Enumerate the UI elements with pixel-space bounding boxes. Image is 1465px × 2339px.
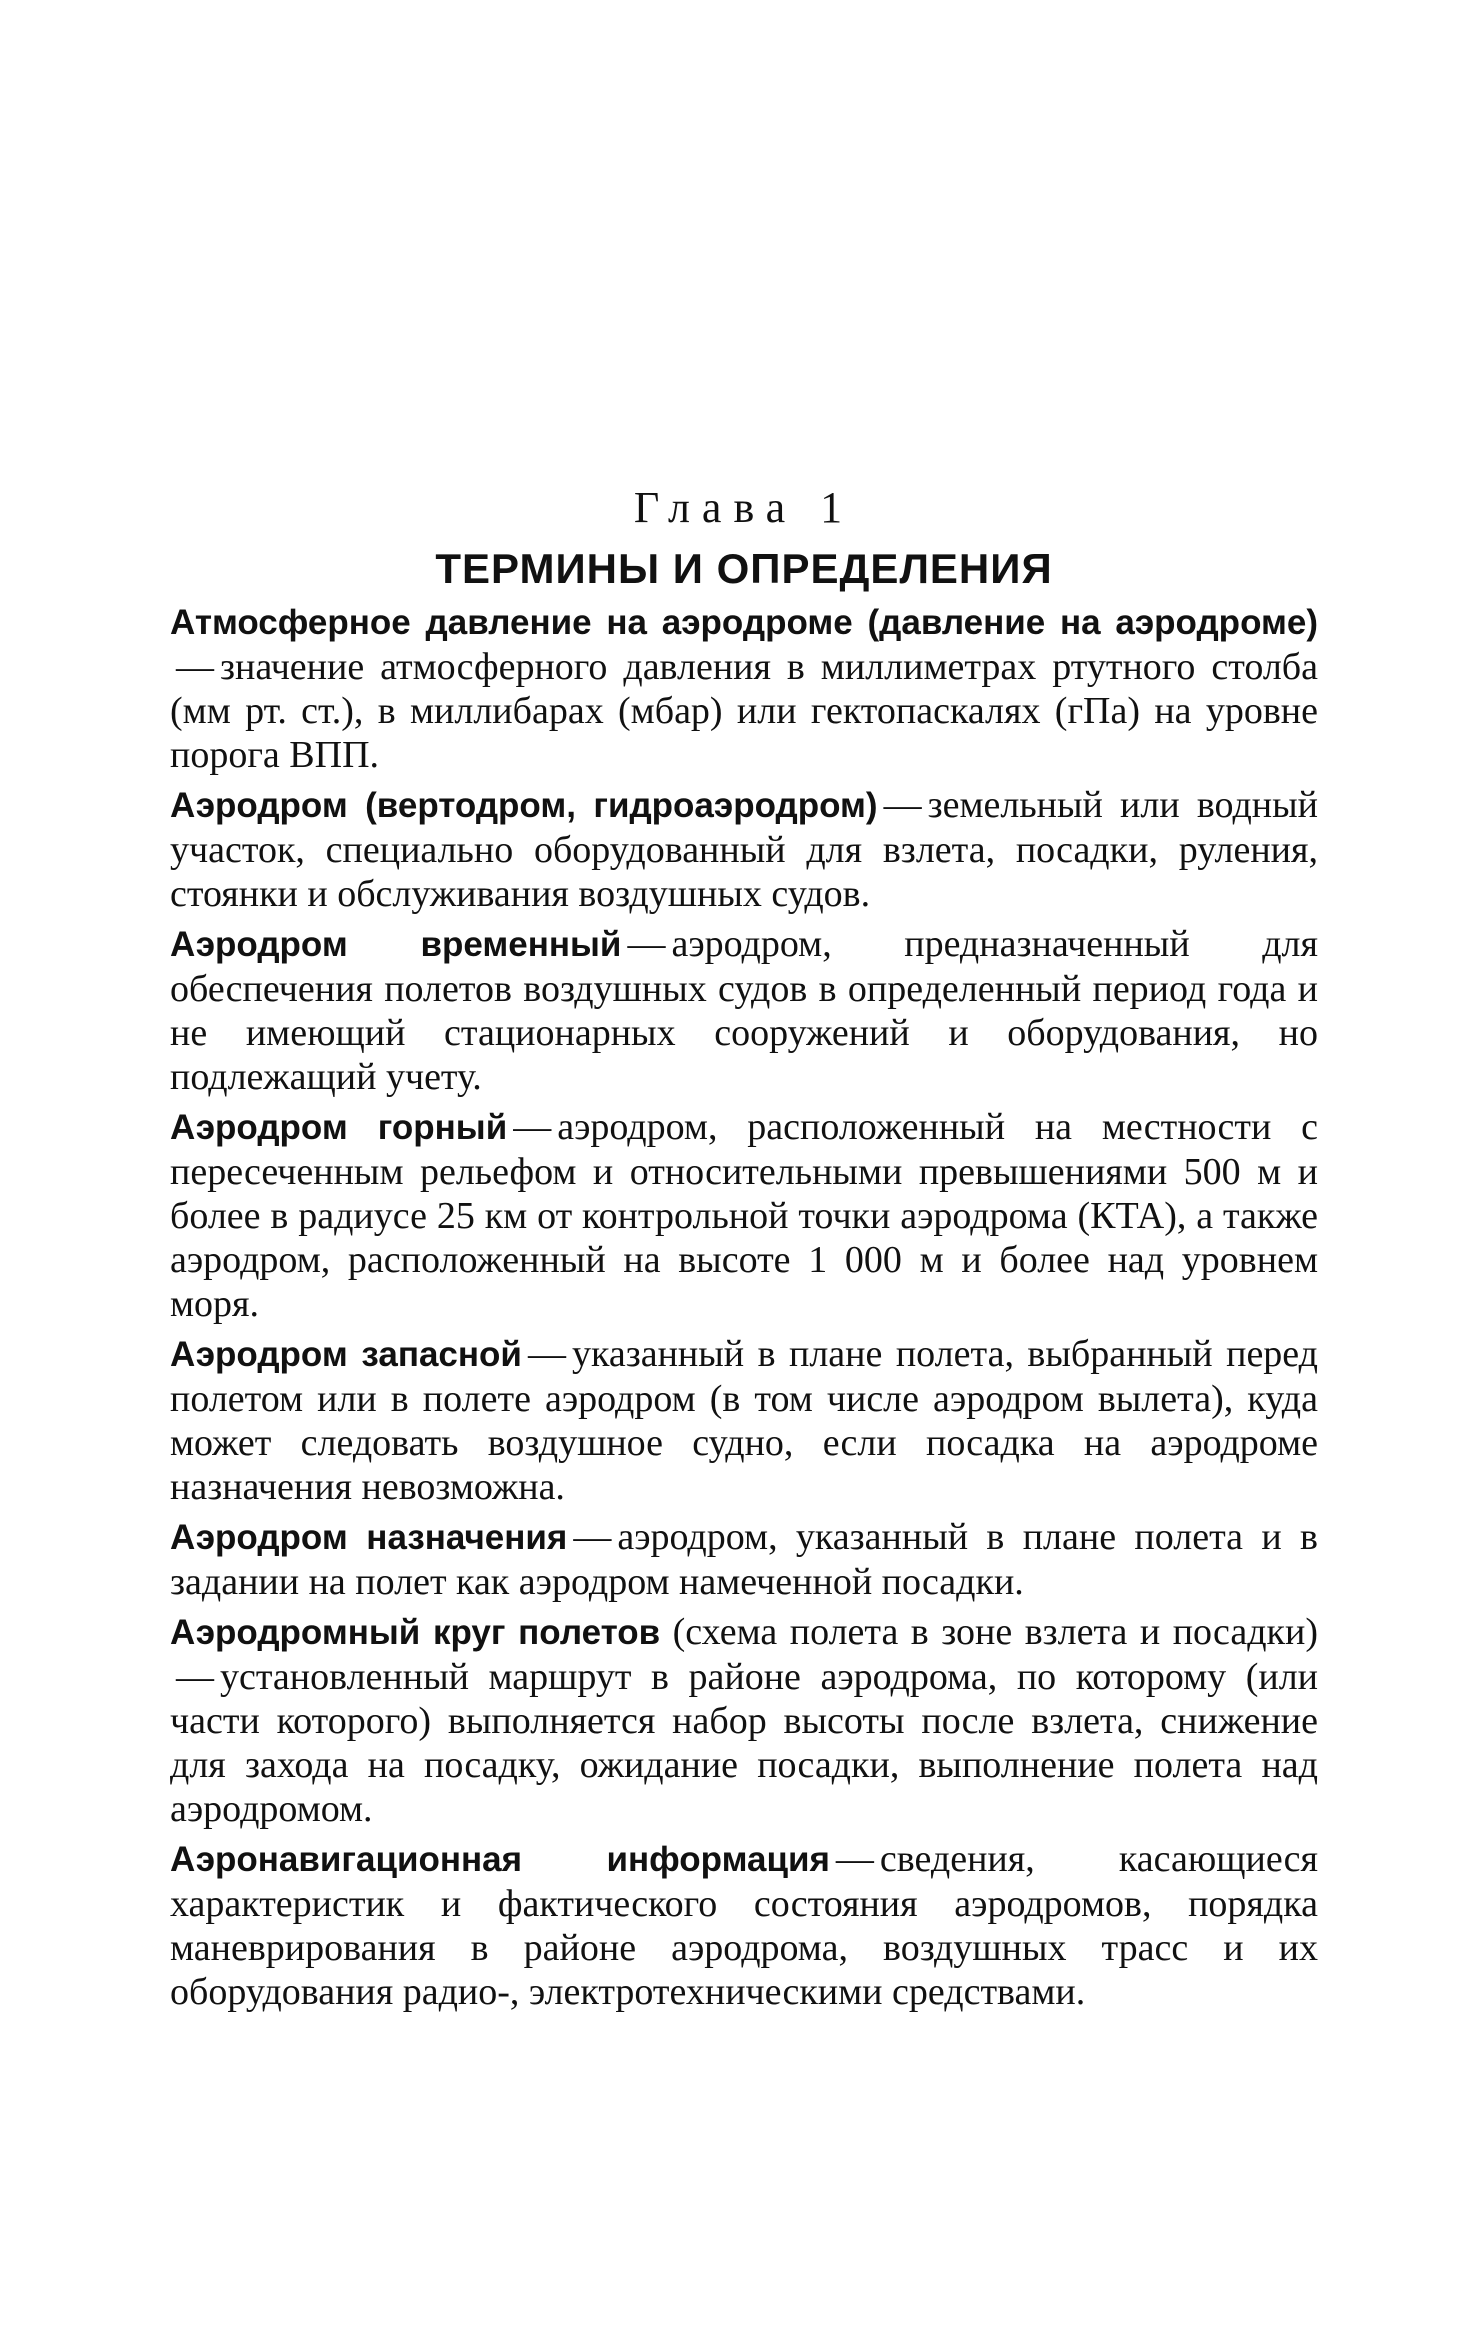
chapter-title: ТЕРМИНЫ И ОПРЕДЕЛЕНИЯ [435, 545, 1053, 592]
entry-term: Аэродром назначения [170, 1518, 568, 1557]
entry-definition: значение атмосферного давления в миллиметрах ртутного столба (мм рт. ст.), в миллибарах (мбар) или гектопаскалях (гПа) на уровне порога ВПП. [170, 646, 1318, 776]
entry-term: Аэродром временный [170, 925, 622, 964]
entry-definition: аэродром, предназначенный для обеспечения полетов воздушных судов в определенный период года и не имеющий стационарных сооружений и оборудования, но подлежащий учету. [170, 923, 1318, 1098]
entry-definition: указанный в плане полета, выбранный перед полетом или в полете аэродром (в том числе аэродром вылета), куда может следовать воздушное судно, если посадка на аэродроме назначения невозможна. [170, 1333, 1319, 1508]
chapter-label: Глава 1 [633, 483, 855, 532]
entry-note: (схема полета в зоне взлета и посадки) [672, 1611, 1318, 1653]
entry-term: Аэродром горный [170, 1108, 508, 1147]
definition-entry: Атмосферное давление на аэродроме (давление на аэродроме)— значение атмосферного давления в миллиметрах ртутного столба (мм рт. ст.), в миллибарах (мбар) или гектопаскалях (гПа) на уровне порога ВПП. [170, 603, 1318, 776]
document-page [170, 480, 1318, 2020]
definition-entry: Аэродром временный — аэродром, предназначенный для обеспечения полетов воздушных судов в определенный период года и не имеющий стационарных сооружений и оборудования, но подлежащий учету. [170, 923, 1318, 1098]
definition-entry: Аэронавигационная информация — сведения, касающиеся характеристик и фактического состояния аэродромов, порядка маневрирования в районе аэродрома, воздушных трасс и их оборудования радио-, электротехническими средствами. [170, 1838, 1318, 2013]
definition-entry: Аэродром (вертодром, гидроаэродром) — земельный или водный участок, специально оборудованный для взлета, посадки, руления, стоянки и обслуживания воздушных судов. [170, 784, 1318, 915]
definition-entry: Аэродром запасной — указанный в плане полета, выбранный перед полетом или в полете аэродром (в том числе аэродром вылета), куда может следовать воздушное судно, если посадка на аэродроме назначения невозможна. [170, 1333, 1319, 1508]
definition-entry: Аэродром назначения — аэродром, указанный в плане полета и в задании на полет как аэродром намеченной посадки. [170, 1516, 1318, 1603]
entry-definition: сведения, касающиеся характеристик и фактического состояния аэродромов, порядка маневрирования в районе аэродрома, воздушных трасс и их оборудования радио-, электротехническими средствами. [170, 1838, 1318, 2013]
entry-term: Аэродром запасной [170, 1335, 522, 1374]
entry-definition: установленный маршрут в районе аэродрома, по которому (или части которого) выполняется набор высоты после взлета, снижение для захода на посадку, ожидание посадки, выполнение полета над аэродромом. [170, 1656, 1318, 1830]
entry-term: Атмосферное давление на аэродроме (давление на аэродроме) [170, 603, 1318, 642]
entry-definition: аэродром, расположенный на местности с пересеченным рельефом и относительными превышениями 500 м и более в радиусе 25 км от контрольной точки аэродрома (КТА), а также аэродром, расположенный на высоте 1 000 м и более над уровнем моря. [170, 1106, 1318, 1325]
entry-term: Аэронавигационная информация [170, 1840, 830, 1879]
definition-entry: Аэродромный круг полетов (схема полета в зоне взлета и посадки)— установленный маршрут в районе аэродрома, по которому (или части которого) выполняется набор высоты после взлета, снижение для захода на посадку, ожидание посадки, выполнение полета над аэродромом. [170, 1611, 1318, 1830]
entry-term: Аэродром (вертодром, гидроаэродром) [170, 786, 878, 825]
entry-definition: земельный или водный участок, специально оборудованный для взлета, посадки, руления, стоянки и обслуживания воздушных судов. [170, 784, 1318, 915]
entry-definition: аэродром, указанный в плане полета и в задании на полет как аэродром намеченной посадки. [170, 1516, 1318, 1603]
entry-term: Аэродромный круг полетов [170, 1613, 661, 1652]
definition-entry: Аэродром горный — аэродром, расположенный на местности с пересеченным рельефом и относительными превышениями 500 м и более в радиусе 25 км от контрольной точки аэродрома (КТА), а также аэродром, расположенный на высоте 1 000 м и более над уровнем моря. [170, 1106, 1318, 1325]
